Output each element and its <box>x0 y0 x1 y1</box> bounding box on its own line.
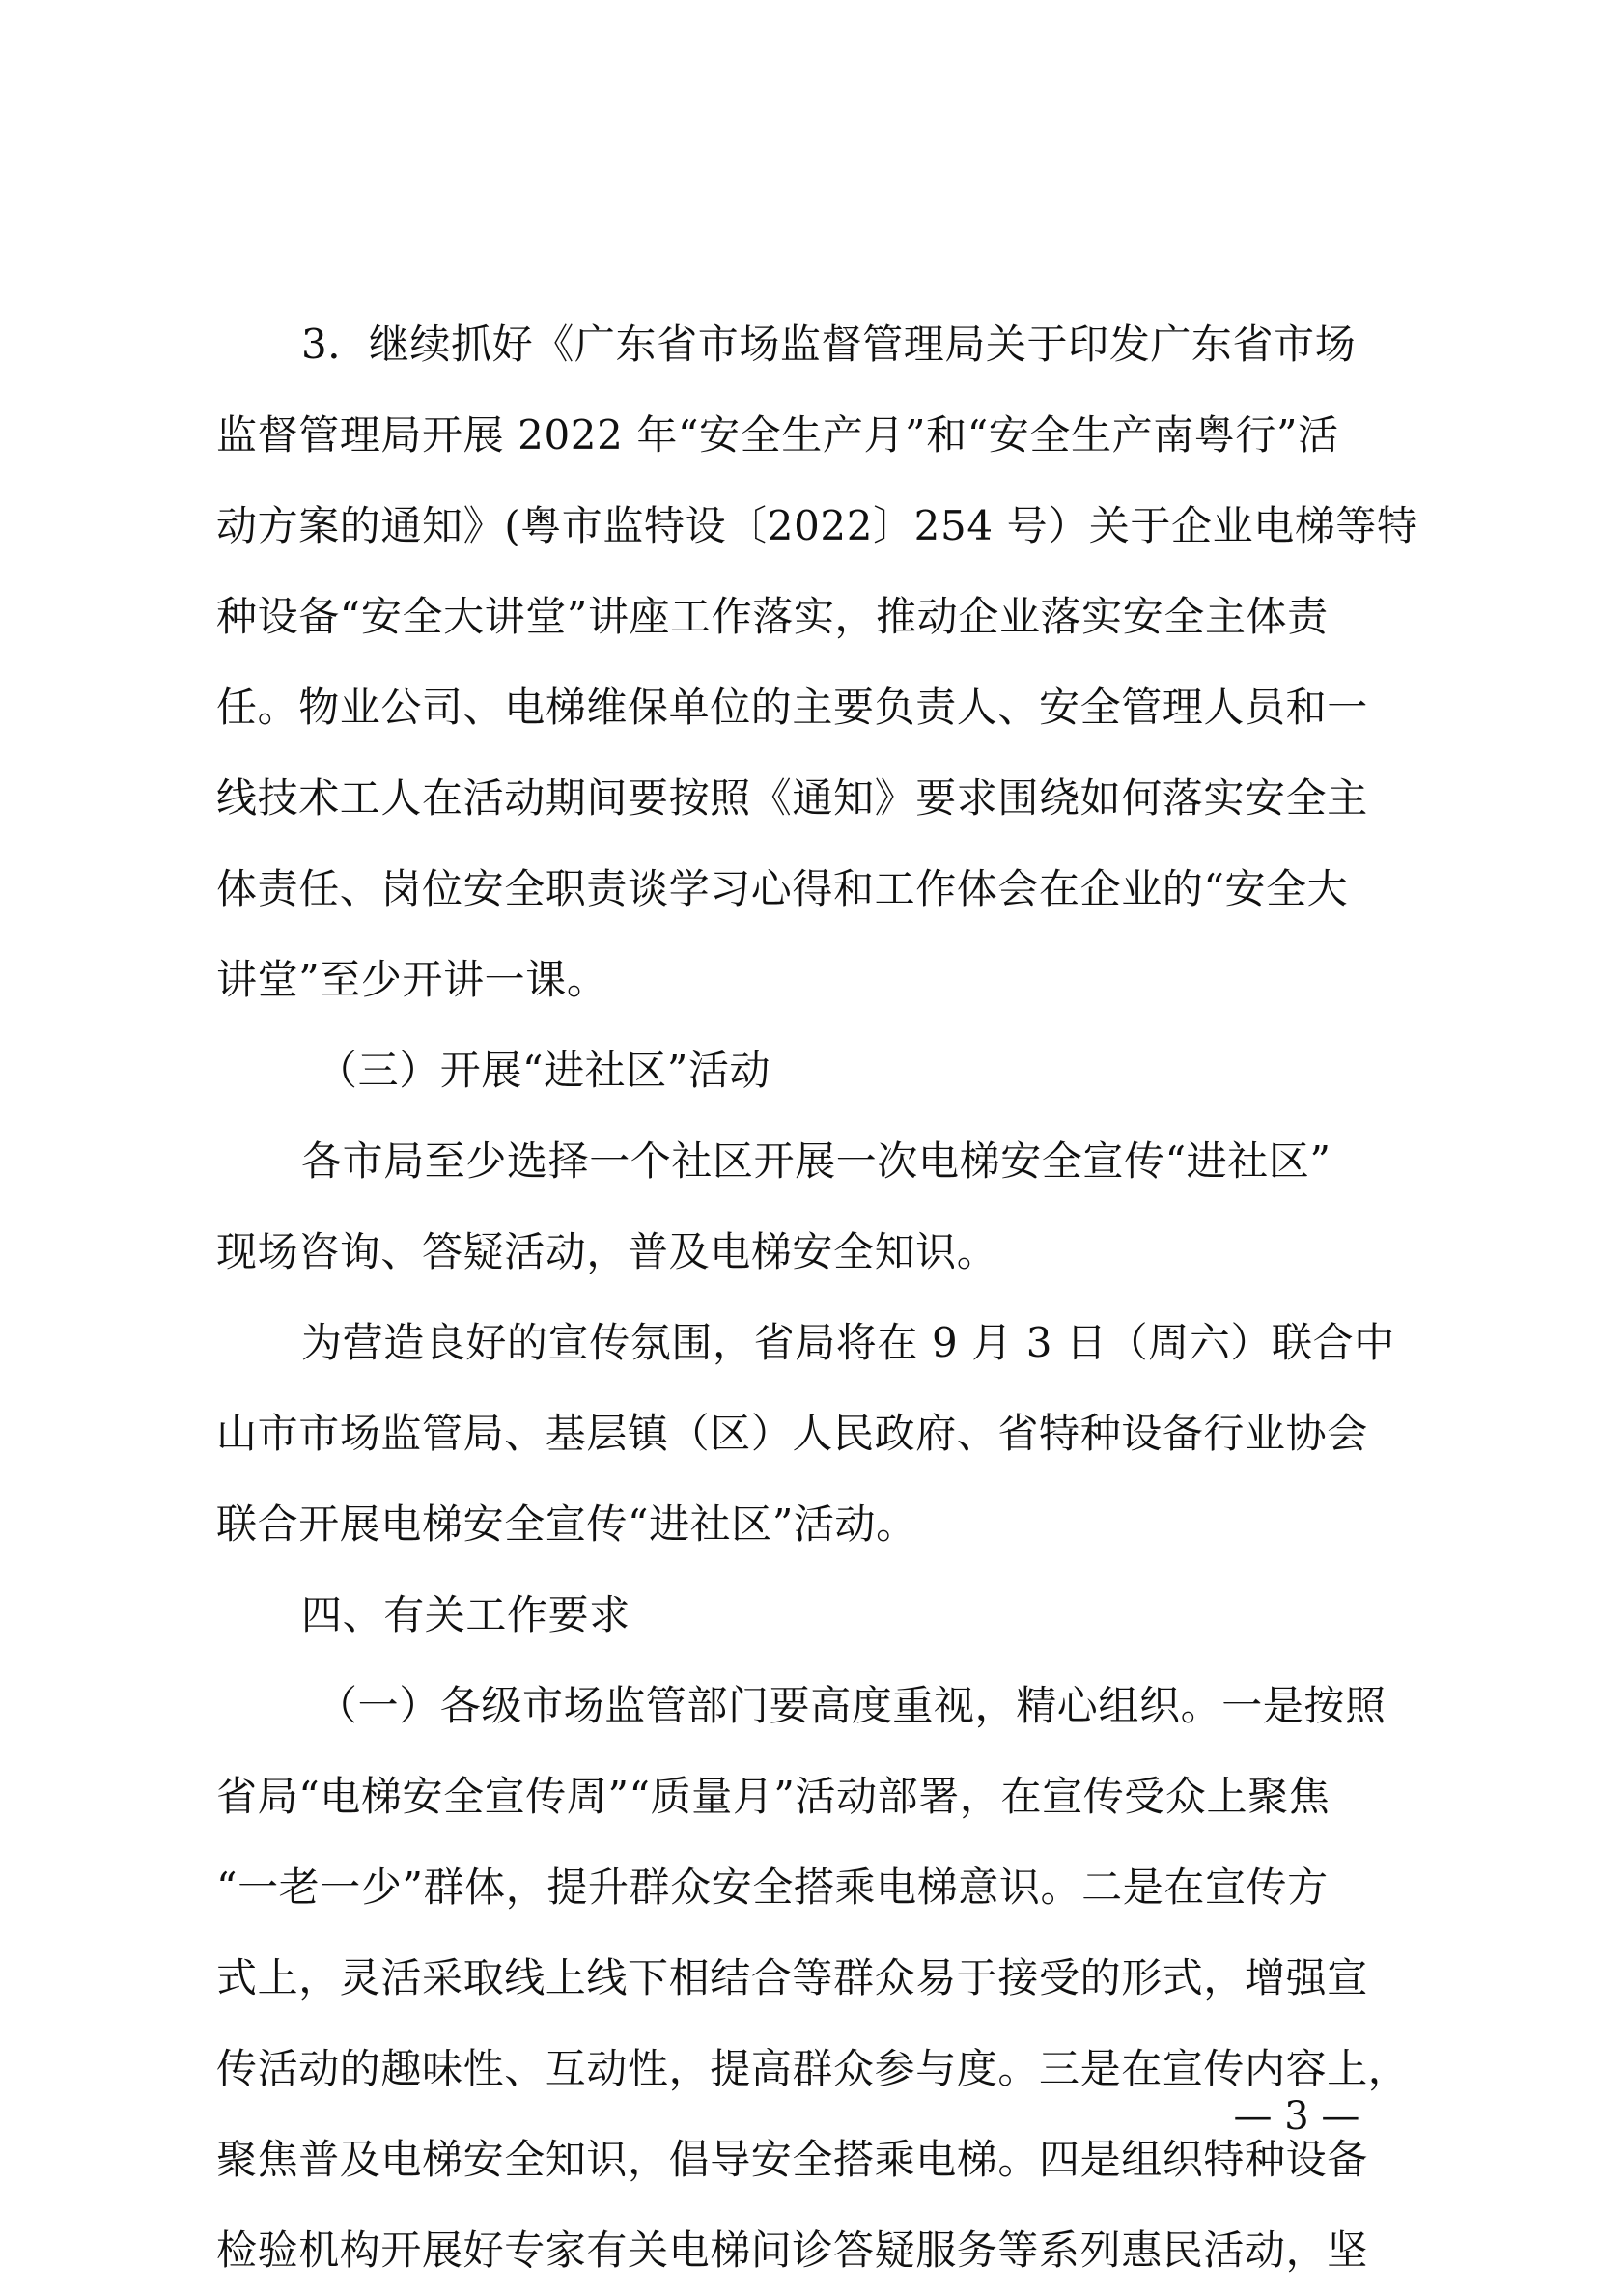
paragraph-line: 种设备“安全大讲堂”讲座工作落实，推动企业落实安全主体责 <box>216 593 1329 640</box>
paragraph-line: 3．继续抓好《广东省市场监督管理局关于印发广东省市场 <box>301 321 1357 368</box>
paragraph-line: 为营造良好的宣传氛围，省局将在 9 月 3 日（周六）联合中 <box>301 1319 1395 1366</box>
paragraph-line: 传活动的趣味性、互动性，提高群众参与度。三是在宣传内容上， <box>216 2045 1410 2092</box>
paragraph-line: “一老一少”群体，提升群众安全搭乘电梯意识。二是在宣传方 <box>216 1863 1329 1911</box>
paragraph-line: 山市市场监管局、基层镇（区）人民政府、省特种设备行业协会 <box>216 1410 1368 1457</box>
paragraph-line: （一）各级市场监管部门要高度重视，精心组织。一是按照 <box>317 1682 1387 1729</box>
paragraph-line: 联合开展电梯安全宣传“进社区”活动。 <box>216 1500 917 1548</box>
paragraph-line: 省局“电梯安全宣传周”“质量月”活动部署，在宣传受众上聚焦 <box>216 1773 1331 1820</box>
section-heading: 四、有关工作要求 <box>301 1591 630 1638</box>
paragraph-line: 讲堂”至少开讲一课。 <box>216 956 608 1003</box>
paragraph-line: 线技术工人在活动期间要按照《通知》要求围绕如何落实安全主 <box>216 774 1368 822</box>
paragraph-line: 检验机构开展好专家有关电梯问诊答疑服务等系列惠民活动，坚 <box>216 2226 1368 2274</box>
paragraph-line: 聚焦普及电梯安全知识，倡导安全搭乘电梯。四是组织特种设备 <box>216 2136 1368 2183</box>
paragraph-line: 动方案的通知》(粤市监特设〔2022〕254 号）关于企业电梯等特 <box>216 502 1418 549</box>
paragraph-line: 各市局至少选择一个社区开展一次电梯安全宣传“进社区” <box>301 1137 1331 1185</box>
paragraph-line: 任。物业公司、电梯维保单位的主要负责人、安全管理人员和一 <box>216 684 1368 731</box>
paragraph-line: 体责任、岗位安全职责谈学习心得和工作体会在企业的“安全大 <box>216 865 1349 912</box>
paragraph-line: 监督管理局开展 2022 年“安全生产月”和“安全生产南粤行”活 <box>216 411 1339 459</box>
paragraph-line: 式上，灵活采取线上线下相结合等群众易于接受的形式，增强宣 <box>216 1954 1368 2002</box>
document-body <box>216 299 1418 2296</box>
page-number: — 3 — <box>1233 2094 1360 2139</box>
paragraph-line: 现场咨询、答疑活动，普及电梯安全知识。 <box>216 1228 998 1275</box>
section-heading: （三）开展“进社区”活动 <box>317 1047 771 1094</box>
